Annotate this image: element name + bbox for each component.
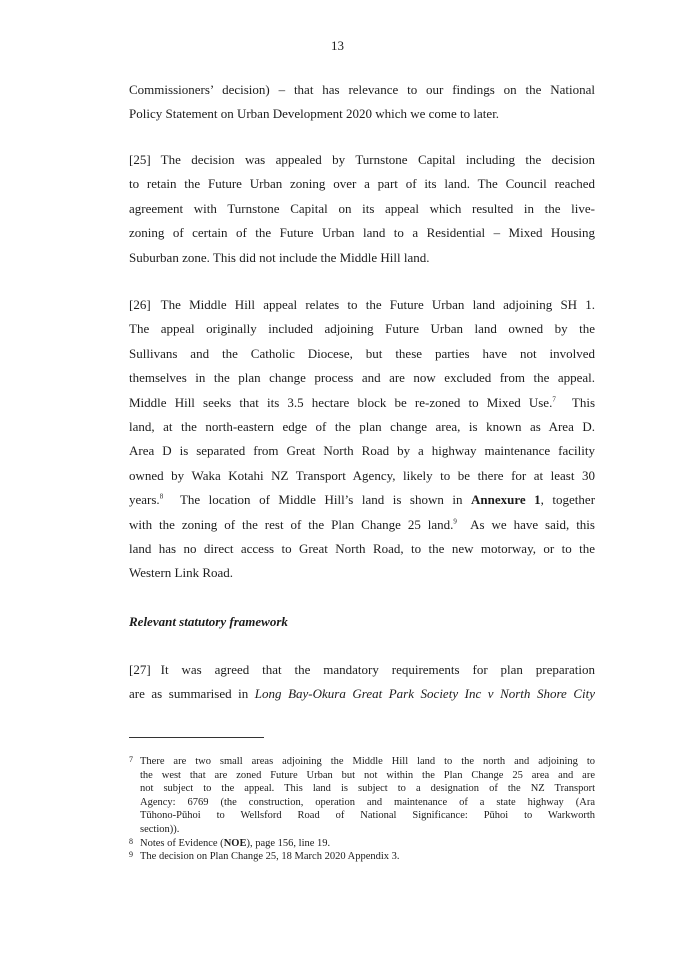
footnote-line — [140, 837, 595, 851]
paragraph-27 — [129, 658, 595, 707]
paragraph-number: [26] — [129, 297, 151, 312]
footnote-marker: 9 — [129, 850, 133, 860]
text-span: The Middle Hill appeal relates to the Future Urban land adjoining SH 1. — [160, 297, 595, 312]
abbreviation: NOE — [223, 837, 247, 849]
footnote-8 — [129, 837, 595, 851]
text-span: The location of Middle Hill’s land is shown in — [179, 492, 463, 508]
text-line: Suburban zone. This did not include the Middle Hill land. — [129, 249, 430, 265]
text-line: Policy Statement on Urban Development 2020 which we come to later. — [129, 106, 500, 122]
text-span: with the zoning of the rest of the Plan Change 25 land. — [129, 516, 454, 532]
text-line: themselves in the plan change process and are now excluded from the appeal. — [129, 370, 595, 386]
text-line: land has no direct access to Great North Road, to the new motorway, or to the — [129, 541, 595, 557]
footnote-line: Agency: 6769 (the construction, operation and maintenance of a state highway (Ara — [140, 796, 595, 808]
footnote-line: Tūhono-Pūhoi to Wellsford Road of National Significance: Pūhoi to Warkworth — [140, 810, 595, 822]
text-span: , together — [540, 492, 596, 508]
page-number: 13 — [331, 38, 344, 53]
text-line — [129, 658, 595, 682]
footnote-line: the west that are zoned Future Urban but not within the Plan Change 25 area and are — [140, 769, 595, 781]
text-line — [129, 513, 595, 537]
text-span: It was agreed that the mandatory requirements for plan preparation — [160, 662, 595, 677]
footnote-7 — [129, 755, 595, 837]
text-span: ), page 156, line 19. — [246, 837, 331, 849]
footnote-marker: 7 — [129, 755, 133, 764]
text-span: As we have said, this — [470, 516, 595, 532]
text-line: Commissioners’ decision) – that has relevance to our findings on the National — [129, 82, 595, 97]
text-line: land, at the north-eastern edge of the plan change area, is known as Area D. — [129, 419, 595, 435]
footnote-marker: 8 — [129, 836, 133, 846]
footnote-reference[interactable]: 9 — [453, 517, 457, 526]
paragraph-number: [25] — [129, 152, 151, 167]
footnote-line: section)). — [140, 823, 180, 835]
text-span: are as summarised in — [129, 686, 249, 702]
footnotes — [129, 755, 595, 864]
text-line: Western Link Road. — [129, 565, 234, 581]
text-line: to retain the Future Urban zoning over a part of its land. The Council reached — [129, 176, 595, 192]
paragraph-25 — [129, 148, 595, 270]
paragraph-26 — [129, 293, 595, 586]
text-line — [129, 682, 595, 706]
text-span: Middle Hill seeks that its 3.5 hectare block be re-zoned to Mixed Use. — [129, 394, 553, 410]
annexure-reference: Annexure 1 — [471, 492, 541, 508]
text-line: agreement with Turnstone Capital on its appeal which resulted in the live- — [129, 200, 595, 216]
text-line: Sullivans and the Catholic Diocese, but these parties have not involved — [129, 345, 595, 361]
footnote-line: not subject to the appeal. This land is subject to a designation of the NZ Transport — [140, 783, 595, 795]
text-line — [129, 293, 595, 317]
text-line: The appeal originally included adjoining Future Urban land owned by the — [129, 321, 595, 337]
text-span: This — [571, 394, 596, 410]
text-line — [129, 148, 595, 172]
footnote-line: The decision on Plan Change 25, 18 March 2020 Appendix 3. — [140, 851, 400, 863]
footnote-9 — [129, 850, 595, 864]
paragraph-number: [27] — [129, 662, 151, 677]
text-line: owned by Waka Kotahi NZ Transport Agency, likely to be there for at least 30 — [129, 467, 595, 483]
text-line — [129, 488, 595, 512]
footnote-reference[interactable]: 7 — [552, 395, 556, 404]
text-span: Notes of Evidence ( — [140, 837, 224, 849]
section-heading: Relevant statutory framework — [129, 614, 288, 629]
text-line: Area D is separated from Great North Road by a highway maintenance facility — [129, 443, 595, 459]
text-line — [129, 391, 595, 415]
footnote-divider — [129, 737, 264, 738]
footnote-line: There are two small areas adjoining the Middle Hill land to the north and adjoining to — [140, 756, 595, 767]
text-line: zoning of certain of the Future Urban land to a Residential – Mixed Housing — [129, 225, 595, 241]
case-citation: Long Bay-Okura Great Park Society Inc v North Shore City — [254, 686, 595, 702]
text-span: years. — [129, 492, 160, 508]
footnote-reference[interactable]: 8 — [159, 492, 164, 501]
paragraph-continuation — [129, 78, 595, 127]
text-span: The decision was appealed by Turnstone Capital including the decision — [160, 152, 595, 167]
